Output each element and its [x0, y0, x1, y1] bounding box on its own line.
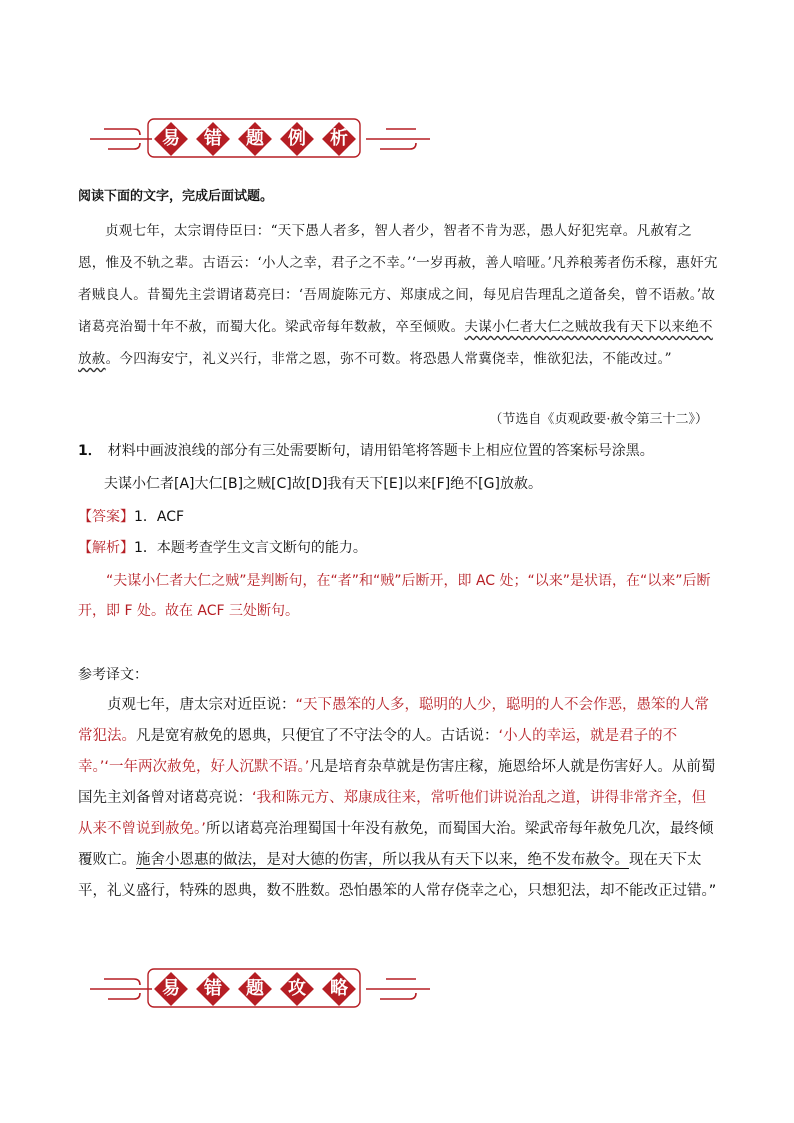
banner-char: 题 — [246, 978, 264, 999]
wavy-underlined-text: 夫谋小仁者大仁之贼故我有天下以来绝不放赦 — [78, 319, 713, 367]
banner-char: 错 — [204, 978, 222, 999]
translation-text: 凡是培育杂草就是伤害庄稼，施恩给坏人就是伤害好人。从前蜀国先主刘备曾对诸葛亮说： — [78, 759, 716, 806]
section-banner-error-examples — [90, 115, 430, 161]
translation-quote: “天下愚笨的人多，聪明的人少，聪明的人不会作恶，愚笨的人常常犯法。 — [78, 697, 710, 744]
passage-text-end: 。今四海安宁，礼义兴行，非常之恩，弥不可数。将恐愚人常冀侥幸，惟欲犯法，不能改过。” — [105, 351, 672, 367]
analysis-label: 【解析】 — [78, 540, 134, 556]
analysis-text: 1．本题考查学生文言文断句的能力。 — [134, 540, 367, 556]
banner-char: 错 — [204, 128, 222, 149]
banner-char: 题 — [246, 128, 264, 149]
analysis-detail: “夫谋小仁者大仁之贼”是判断句，在“者”和“贼”后断开，即 AC 处；“以来”是状语，在“以来”后断开，即 F 处。故在 ACF 三处断句。 — [78, 573, 711, 619]
banner-char: 略 — [330, 978, 348, 999]
translation-text: 所以诸葛亮治理蜀国十年没有赦免，而蜀国大治。梁武帝每年赦免几次，最终倾覆败亡。 — [78, 821, 714, 868]
banner-char: 易 — [162, 128, 180, 149]
translation-underlined: 施舍小恩惠的做法，是对大德的伤害，所以我从有天下以来，绝不发布赦令。 — [136, 852, 629, 868]
banner-char: 易 — [162, 978, 180, 999]
translation-text: 贞观七年，唐太宗对近臣说： — [107, 697, 296, 713]
answer — [78, 506, 184, 526]
translation-text: 凡是宽宥赦免的恩典，只便宜了不守法令的人。古话说： — [136, 728, 499, 744]
classical-passage — [78, 215, 718, 375]
passage-text: 贞观七年，太宗谓侍臣曰：“天下愚人者多，智人者少，智者不肯为恶，愚人好犯宪章。凡赦宥之恩，惟及不轨之辈。古语云：‘小人之幸，君子之不幸。’‘一岁再赦，善人喑哑。’凡养稂莠者伤禾稼，惠奸宄者贼良人。昔蜀先主尝谓诸葛亮曰：‘吾周旋陈元方、郑康成之间，每见启告理乱之道备矣，曾不语赦。’故诸葛亮治蜀十年不赦，而蜀大化。梁武帝每年数赦，卒至倾败。 — [78, 223, 718, 335]
reference-translation — [78, 690, 718, 907]
analysis — [78, 537, 367, 557]
answer-label: 【答案】 — [78, 509, 134, 525]
question — [78, 440, 654, 460]
banner-char: 攻 — [288, 978, 306, 999]
translation-quote: ‘小人的幸运，就是君子的不幸。’‘一年两次赦免，好人沉默不语。’ — [78, 728, 678, 775]
passage-source: （节选自《贞观政要·赦令第三十二》） — [489, 412, 708, 427]
banner-char: 例 — [288, 128, 306, 149]
translation-text: 现在天下太平，礼义盛行，特殊的恩典，数不胜数。恐怕愚笨的人常存侥幸之心，只想犯法，却不能改正过错。” — [78, 852, 717, 899]
instruction: 阅读下面的文字，完成后面试题。 — [78, 189, 274, 204]
section-banner-error-strategy — [90, 965, 430, 1011]
question-number: 1． — [78, 443, 102, 459]
translation-quote: ‘我和陈元方、郑康成往来，常听他们讲说治乱之道，讲得非常齐全，但从来不曾说到赦免。’ — [78, 790, 707, 837]
answer-text: 1．ACF — [134, 509, 185, 525]
banner-char: 析 — [330, 128, 348, 149]
question-sentence: 夫谋小仁者[A]大仁[B]之贼[C]故[D]我有天下[E]以来[F]绝不[G]放赦。 — [104, 476, 542, 492]
reference-title: 参考译文： — [78, 667, 148, 683]
question-text: 材料中画波浪线的部分有三处需要断句，请用铅笔将答题卡上相应位置的答案标号涂黑。 — [107, 443, 654, 459]
